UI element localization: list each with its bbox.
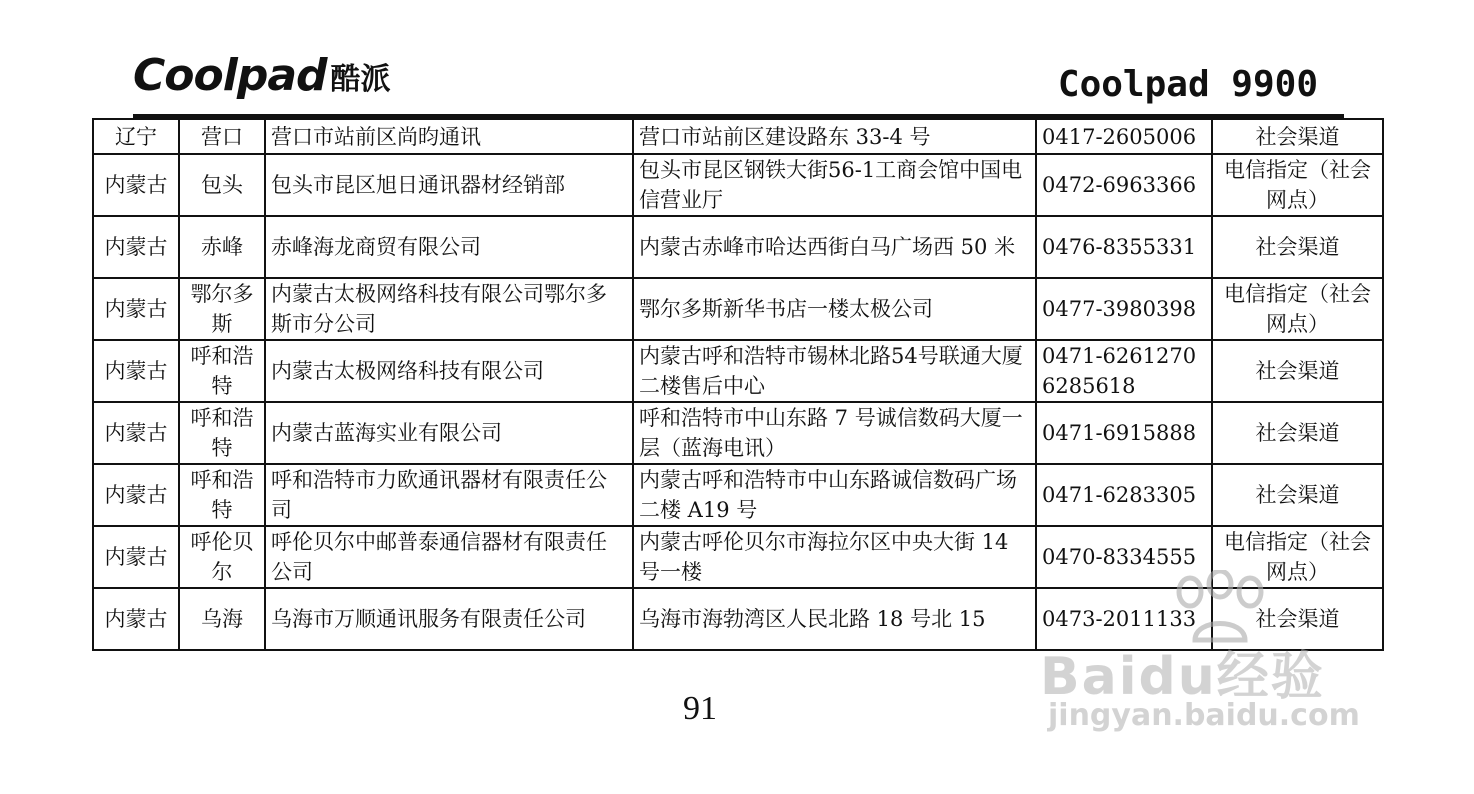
- channel-type-cell: 社会渠道: [1212, 216, 1383, 278]
- table-row: [93, 402, 1383, 464]
- address-cell: 鄂尔多斯新华书店一楼太极公司: [633, 278, 1036, 340]
- logo-latin-text: Coolpad: [133, 50, 327, 101]
- phone-cell: 0472-6963366: [1036, 154, 1212, 216]
- model-name: Coolpad 9900: [1057, 64, 1318, 105]
- logo-chinese-text: 酷派: [330, 62, 391, 97]
- channel-type-cell: 社会渠道: [1212, 119, 1383, 154]
- city-cell: 呼和浩特: [179, 402, 265, 464]
- channel-type-cell: 社会渠道: [1212, 588, 1383, 650]
- phone-cell: 0471-6283305: [1036, 464, 1212, 526]
- address-cell: 内蒙古呼和浩特市中山东路诚信数码广场二楼 A19 号: [633, 464, 1036, 526]
- province-cell: 内蒙古: [93, 154, 179, 216]
- table-row: [93, 119, 1383, 154]
- address-cell: 内蒙古呼伦贝尔市海拉尔区中央大街 14 号一楼: [633, 526, 1036, 588]
- city-cell: 营口: [179, 119, 265, 154]
- province-cell: 内蒙古: [93, 526, 179, 588]
- company-cell: 乌海市万顺通讯服务有限责任公司: [265, 588, 633, 650]
- phone-cell: 0473-2011133: [1036, 588, 1212, 650]
- phone-cell: 0470-8334555: [1036, 526, 1212, 588]
- city-cell: 呼和浩特: [179, 340, 265, 402]
- channel-type-cell: 电信指定（社会网点）: [1212, 154, 1383, 216]
- province-cell: 内蒙古: [93, 402, 179, 464]
- channel-type-cell: 社会渠道: [1212, 340, 1383, 402]
- table-row: [93, 216, 1383, 278]
- company-cell: 营口市站前区尚昀通讯: [265, 119, 633, 154]
- channel-type-cell: 社会渠道: [1212, 402, 1383, 464]
- address-cell: 营口市站前区建设路东 33-4 号: [633, 119, 1036, 154]
- channel-type-cell: 电信指定（社会网点）: [1212, 278, 1383, 340]
- watermark-brand: Baidu经验: [1040, 647, 1325, 707]
- table-row: [93, 526, 1383, 588]
- province-cell: 内蒙古: [93, 588, 179, 650]
- phone-cell: 0471-6261270 6285618: [1036, 340, 1212, 402]
- channel-type-cell: 社会渠道: [1212, 464, 1383, 526]
- table-row: [93, 464, 1383, 526]
- company-cell: 内蒙古蓝海实业有限公司: [265, 402, 633, 464]
- coolpad-logo: [133, 52, 391, 100]
- address-cell: 乌海市海勃湾区人民北路 18 号北 15: [633, 588, 1036, 650]
- address-cell: 包头市昆区钢铁大街56-1工商会馆中国电信营业厅: [633, 154, 1036, 216]
- company-cell: 包头市昆区旭日通讯器材经销部: [265, 154, 633, 216]
- address-cell: 呼和浩特市中山东路 7 号诚信数码大厦一层（蓝海电讯）: [633, 402, 1036, 464]
- phone-cell: 0476-8355331: [1036, 216, 1212, 278]
- page-number: 91: [683, 690, 717, 727]
- company-cell: 呼和浩特市力欧通讯器材有限责任公司: [265, 464, 633, 526]
- phone-cell: 0417-2605006: [1036, 119, 1212, 154]
- address-cell: 内蒙古赤峰市哈达西街白马广场西 50 米: [633, 216, 1036, 278]
- address-cell: 内蒙古呼和浩特市锡林北路54号联通大厦二楼售后中心: [633, 340, 1036, 402]
- city-cell: 包头: [179, 154, 265, 216]
- city-cell: 鄂尔多斯: [179, 278, 265, 340]
- city-cell: 呼伦贝尔: [179, 526, 265, 588]
- table-row: [93, 278, 1383, 340]
- table-row: [93, 588, 1383, 650]
- dealer-table: [92, 118, 1384, 651]
- phone-cell: 0477-3980398: [1036, 278, 1212, 340]
- province-cell: 内蒙古: [93, 340, 179, 402]
- company-cell: 内蒙古太极网络科技有限公司鄂尔多斯市分公司: [265, 278, 633, 340]
- company-cell: 赤峰海龙商贸有限公司: [265, 216, 633, 278]
- province-cell: 内蒙古: [93, 278, 179, 340]
- table-row: [93, 340, 1383, 402]
- province-cell: 内蒙古: [93, 464, 179, 526]
- channel-type-cell: 电信指定（社会网点）: [1212, 526, 1383, 588]
- city-cell: 乌海: [179, 588, 265, 650]
- table-row: [93, 154, 1383, 216]
- company-cell: 内蒙古太极网络科技有限公司: [265, 340, 633, 402]
- company-cell: 呼伦贝尔中邮普泰通信器材有限责任公司: [265, 526, 633, 588]
- province-cell: 内蒙古: [93, 216, 179, 278]
- province-cell: 辽宁: [93, 119, 179, 154]
- watermark-url: jingyan.baidu.com: [1048, 698, 1360, 733]
- city-cell: 赤峰: [179, 216, 265, 278]
- phone-cell: 0471-6915888: [1036, 402, 1212, 464]
- city-cell: 呼和浩特: [179, 464, 265, 526]
